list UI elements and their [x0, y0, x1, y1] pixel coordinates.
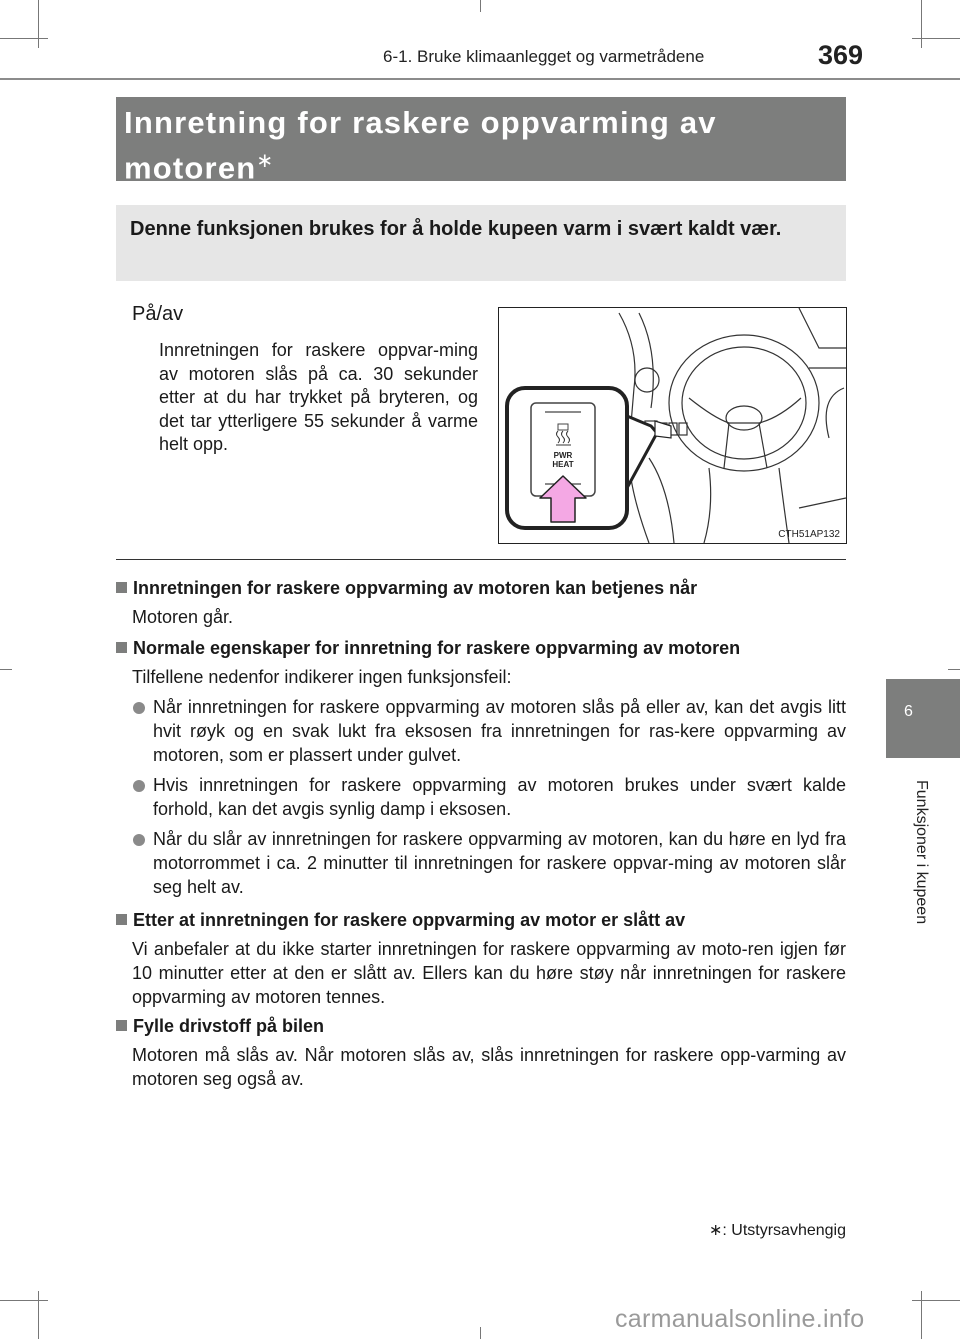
square-bullet-icon — [116, 914, 127, 925]
section-normal-properties — [116, 636, 846, 899]
section-operable — [116, 576, 846, 629]
crop-mark — [480, 1327, 481, 1339]
crop-mark — [912, 1300, 960, 1301]
footnote: ∗: Utstyrsavhengig — [708, 1222, 846, 1239]
figure-code: CTH51AP132 — [778, 529, 840, 540]
crop-mark — [921, 1291, 922, 1339]
page-number: 369 — [818, 40, 864, 70]
bullet-icon — [133, 834, 145, 846]
watermark: carmanualsonline.info — [615, 1305, 865, 1333]
crop-mark — [948, 669, 960, 670]
section-refuel — [116, 1014, 846, 1091]
button-label-pwr: PWR — [553, 451, 573, 460]
button-label-heat: HEAT — [552, 460, 574, 469]
bullet-icon — [133, 780, 145, 792]
page-title — [124, 103, 824, 187]
intro-box — [116, 205, 846, 281]
section-heading: Normale egenskaper for innretning for raskere oppvarming av motoren — [116, 636, 846, 660]
asterisk-mark: ∗ — [256, 150, 275, 172]
header-rule — [0, 78, 960, 80]
list-item: Når innretningen for raskere oppvarming av motoren slås på eller av, kan det avgis litt hvit røyk og en svak lukt fra eksosen fra innretningen for ras-kere oppvarming av motoren, som er plassert under gulvet. — [116, 695, 846, 767]
on-off-heading: På/av — [132, 303, 184, 325]
chapter-tab — [886, 679, 960, 758]
section-text: Motoren går. — [132, 607, 234, 627]
intro-text: Denne funksjonen brukes for å holde kupeen varm i svært kaldt vær. — [130, 218, 782, 240]
chapter-label: Funksjoner i kupeen — [913, 780, 930, 925]
separator-rule — [116, 559, 846, 560]
section-heading: Innretningen for raskere oppvarming av motoren kan betjenes når — [116, 576, 846, 600]
section-text: Vi anbefaler at du ikke starter innretningen for raskere oppvarming av moto-ren igjen før 10 minutter etter at den er slått av. Ellers kan du høre støy når innretningen for raskere oppvarming av motoren tennes. — [132, 939, 846, 1007]
crop-mark — [0, 38, 48, 39]
section-text: Tilfellene nedenfor indikerer ingen funksjonsfeil: — [132, 667, 512, 687]
section-after-off — [116, 908, 846, 1009]
bullet-icon — [133, 702, 145, 714]
section-heading: Etter at innretningen for raskere oppvarming av motor er slått av — [116, 908, 846, 932]
section-text: Motoren må slås av. Når motoren slås av, slås innretningen for raskere opp-varming av motoren seg også av. — [132, 1045, 846, 1089]
square-bullet-icon — [116, 642, 127, 653]
crop-mark — [480, 0, 481, 12]
square-bullet-icon — [116, 1020, 127, 1031]
list-item: Når du slår av innretningen for raskere oppvarming av motoren, kan du høre en lyd fra motorrommet i ca. 2 minutter til innretningen for raskere oppvar-ming av motoren slår seg helt av. — [116, 827, 846, 899]
crop-mark — [38, 0, 39, 48]
on-off-body: Innretningen for raskere oppvar-ming av motoren slås på ca. 30 sekunder etter at du har trykket på bryteren, og det tar ytterligere 55 sekunder å varme helt opp. — [159, 340, 478, 454]
title-banner — [116, 97, 846, 186]
page-title-text: Innretning for raskere oppvarming av motoren — [124, 105, 717, 186]
dashboard-illustration — [499, 308, 846, 543]
section-heading: Fylle drivstoff på bilen — [116, 1014, 846, 1038]
chapter-number: 6 — [904, 703, 913, 720]
section-title: 6-1. Bruke klimaanlegget og varmetrådene — [383, 47, 705, 66]
crop-mark — [912, 38, 960, 39]
crop-mark — [0, 1300, 48, 1301]
list-item: Hvis innretningen for raskere oppvarming av motoren brukes under svært kalde forhold, kan det avgis synlig damp i eksosen. — [116, 773, 846, 821]
square-bullet-icon — [116, 582, 127, 593]
crop-mark — [0, 669, 12, 670]
dashboard-figure — [498, 307, 847, 544]
crop-mark — [921, 0, 922, 48]
crop-mark — [38, 1291, 39, 1339]
